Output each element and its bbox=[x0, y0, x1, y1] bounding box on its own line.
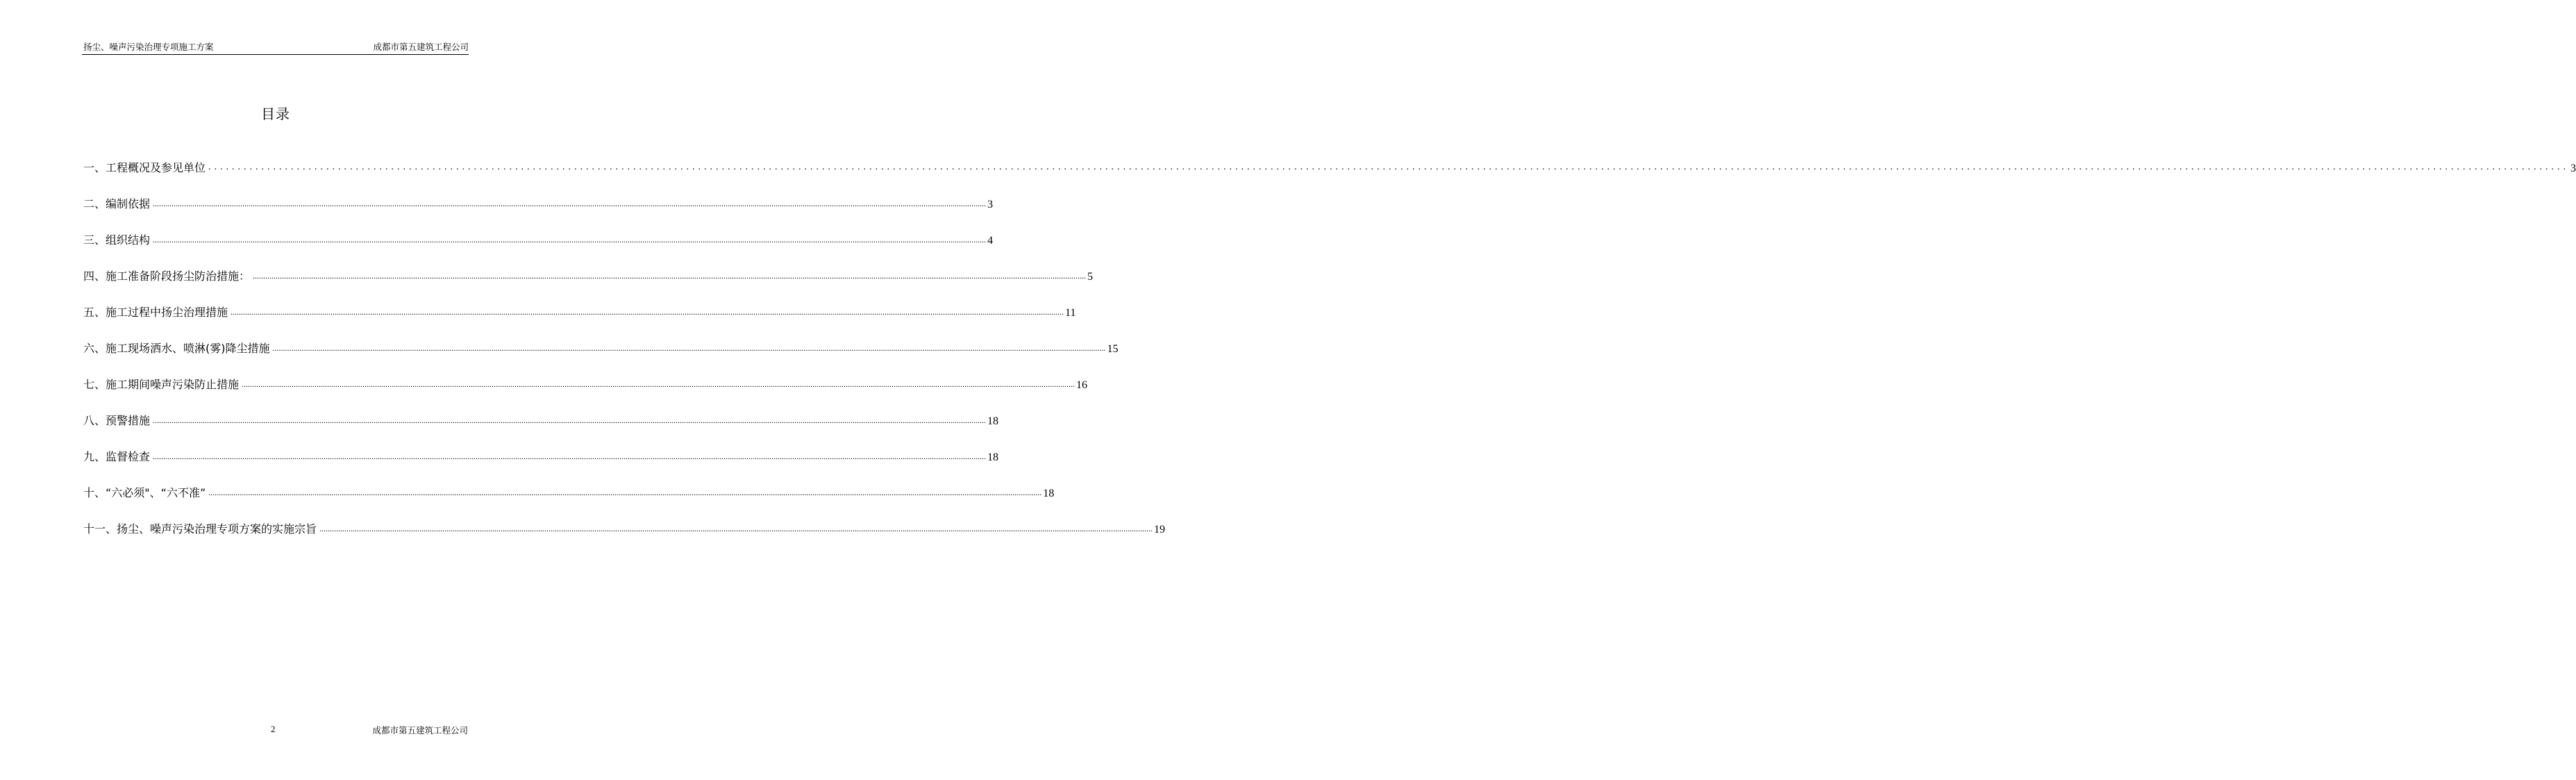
header-document-title: 扬尘、噪声污染治理专项施工方案 bbox=[83, 42, 214, 52]
toc-entry[interactable] bbox=[83, 464, 1055, 500]
toc-entry-label: 三、组织结构 bbox=[83, 233, 151, 247]
toc-leader-dots: ................................................................................................................................................................................................................................................................................................................................................................................................................ bbox=[153, 199, 987, 208]
toc-entry-label: 七、施工期间噪声污染防止措施 bbox=[83, 378, 240, 391]
toc-entry-label: 十一、扬尘、噪声污染治理专项方案的实施宗旨 bbox=[83, 522, 317, 536]
toc-entry[interactable] bbox=[83, 175, 994, 211]
toc-entry[interactable] bbox=[83, 283, 1076, 320]
toc-entry-label: 四、施工准备阶段扬尘防治措施： bbox=[83, 269, 251, 283]
toc-leader-dots: ................................................................................................................................................................................................................................................................................................................................................................................................................ bbox=[208, 162, 2570, 172]
toc-entry-page: 4 bbox=[987, 235, 994, 247]
toc-entry-page: 5 bbox=[1087, 271, 1094, 283]
toc-leader-dots: ................................................................................................................................................................................................................................................................................................................................................................................................................ bbox=[208, 488, 1042, 497]
table-of-contents bbox=[83, 139, 2576, 536]
header-company-name: 成都市第五建筑工程公司 bbox=[373, 42, 469, 52]
toc-leader-dots: ................................................................................................................................................................................................................................................................................................................................................................................................................ bbox=[153, 415, 987, 425]
toc-entry-label: 八、预警措施 bbox=[83, 414, 151, 427]
toc-entry[interactable] bbox=[83, 247, 1094, 283]
toc-entry[interactable] bbox=[83, 428, 999, 464]
toc-entry-label: 五、施工过程中扬尘治理措施 bbox=[83, 306, 228, 319]
toc-entry-page: 18 bbox=[987, 451, 999, 463]
toc-leader-dots: ................................................................................................................................................................................................................................................................................................................................................................................................................ bbox=[319, 524, 1153, 533]
toc-leader-dots: ................................................................................................................................................................................................................................................................................................................................................................................................................ bbox=[153, 451, 987, 461]
toc-entry-label: 九、监督检查 bbox=[83, 450, 151, 463]
toc-leader-dots: ................................................................................................................................................................................................................................................................................................................................................................................................................ bbox=[253, 271, 1087, 281]
toc-entry[interactable] bbox=[83, 356, 1088, 392]
toc-leader-dots: ................................................................................................................................................................................................................................................................................................................................................................................................................ bbox=[153, 235, 987, 244]
toc-entry-page: 11 bbox=[1065, 307, 1076, 319]
toc-entry-label: 六、施工现场洒水、喷淋(雾)降尘措施 bbox=[83, 342, 270, 355]
toc-leader-dots: ................................................................................................................................................................................................................................................................................................................................................................................................................ bbox=[231, 307, 1064, 317]
footer-company-name: 成都市第五建筑工程公司 bbox=[372, 725, 468, 736]
toc-entry-page: 19 bbox=[1154, 524, 1166, 536]
toc-entry-label: 二、编制依据 bbox=[83, 197, 151, 210]
toc-entry-page: 3 bbox=[2570, 163, 2576, 174]
toc-leader-dots: ................................................................................................................................................................................................................................................................................................................................................................................................................ bbox=[272, 343, 1106, 353]
footer-page-number: 2 bbox=[271, 724, 276, 734]
toc-leader-dots: ................................................................................................................................................................................................................................................................................................................................................................................................................ bbox=[242, 379, 1076, 389]
toc-entry-label: 十、“六必须"、“六不准” bbox=[83, 486, 206, 499]
toc-entry[interactable] bbox=[83, 500, 1166, 536]
toc-title: 目录 bbox=[261, 106, 290, 122]
toc-entry[interactable] bbox=[83, 139, 2576, 175]
toc-entry[interactable] bbox=[83, 392, 999, 428]
toc-entry-page: 18 bbox=[1043, 488, 1055, 499]
toc-entry-page: 18 bbox=[987, 415, 999, 427]
toc-entry-page: 15 bbox=[1107, 343, 1119, 355]
toc-entry-label: 一、工程概况及参见单位 bbox=[83, 161, 206, 174]
toc-entry-page: 16 bbox=[1076, 379, 1088, 391]
page-header bbox=[82, 38, 469, 55]
toc-entry-page: 3 bbox=[987, 199, 994, 210]
toc-entry[interactable] bbox=[83, 320, 1119, 356]
toc-entry[interactable] bbox=[83, 211, 994, 247]
